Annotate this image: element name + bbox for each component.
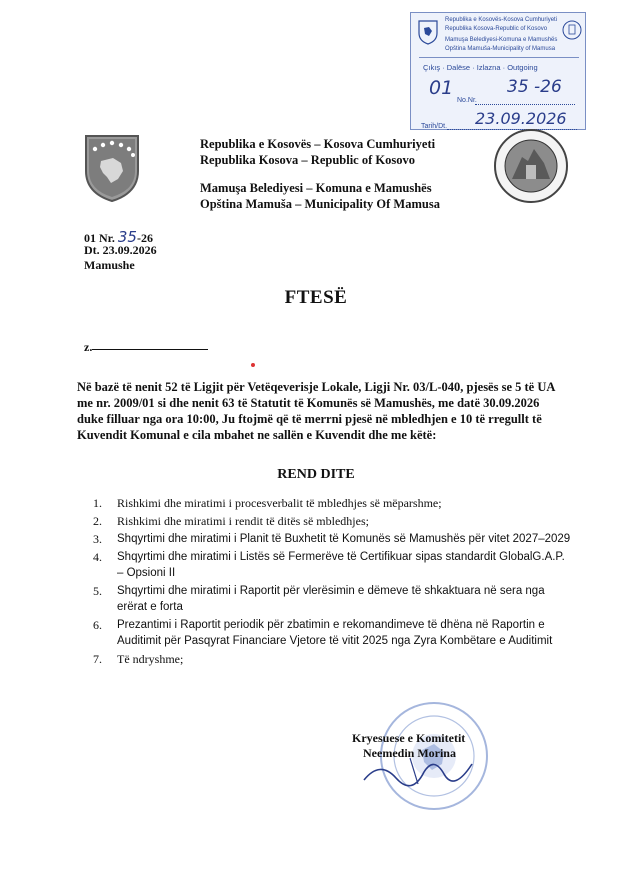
stamp-ref-handwritten: 01 bbox=[429, 77, 454, 99]
kosovo-emblem-icon bbox=[417, 19, 439, 45]
stamp-divider bbox=[419, 57, 579, 58]
recipient-label: z. bbox=[84, 340, 93, 354]
stamp-line-2: Republika Kosova-Republic of Kosovo bbox=[445, 26, 548, 32]
municipality-seal-icon bbox=[492, 127, 570, 205]
stamp-date-label: Tarih/Dt. bbox=[421, 123, 448, 130]
header-line-2: Republika Kosova – Republic of Kosovo bbox=[200, 153, 415, 167]
stamp-line-3: Mamuşa Belediyesi-Komuna e Mamushës bbox=[445, 37, 558, 43]
municipality-seal-icon bbox=[561, 17, 583, 43]
ref-suffix: -26 bbox=[136, 231, 153, 245]
agenda-item-number: 7. bbox=[93, 652, 102, 666]
agenda-item-number: 2. bbox=[93, 514, 102, 528]
header-line-3: Mamuşa Belediyesi – Komuna e Mamushës bbox=[200, 181, 432, 195]
agenda-item-number: 1. bbox=[93, 496, 102, 510]
stamp-number-label: No.Nr. bbox=[457, 97, 477, 104]
recipient-blank-line bbox=[92, 349, 208, 350]
agenda-item-number: 3. bbox=[93, 532, 102, 546]
header-line-1: Republika e Kosovës – Kosova Cumhuriyeti bbox=[200, 137, 436, 151]
agenda-item-2 bbox=[93, 513, 573, 529]
agenda-item-number: 4. bbox=[93, 550, 102, 564]
stamp-line-1: Republika e Kosovës-Kosova Cumhuriyeti bbox=[445, 17, 558, 23]
agenda-item-1 bbox=[93, 495, 573, 511]
ref-place: Mamushe bbox=[84, 258, 135, 272]
handwritten-signature-icon bbox=[360, 750, 480, 790]
agenda-item-number: 6. bbox=[93, 618, 102, 632]
agenda-item-text: Prezantimi i Raportit periodik për zbatimin e rekomandimeve të dhëna në Raportin e Auditimit për Pasqyrat Financiare Vjetore të vitit 2025 nga Zyra Kombëtare e Auditimit bbox=[117, 619, 553, 647]
agenda-item-4 bbox=[93, 549, 573, 581]
signature-role: Kryesuese e Komitetit bbox=[352, 731, 466, 745]
agenda-list bbox=[93, 495, 573, 669]
red-mark bbox=[251, 363, 255, 367]
agenda-item-text: Shqyrtimi dhe miratimi i Planit të Buxhetit të Komunës së Mamushës për vitet 2027–2029 bbox=[117, 533, 571, 545]
stamp-outgoing-label: Çıkış · Dalëse · Izlazna · Outgoing bbox=[423, 63, 538, 72]
ref-number-handwritten: 35 bbox=[117, 228, 137, 246]
agenda-item-number: 5. bbox=[93, 584, 102, 598]
agenda-item-text: Rishkimi dhe miratimi i rendit të ditës së mbledhjes; bbox=[117, 514, 369, 528]
agenda-item-7 bbox=[93, 651, 573, 667]
document-title: FTESË bbox=[284, 287, 348, 308]
header-line-4: Opština Mamuša – Municipality Of Mamusa bbox=[200, 197, 440, 211]
agenda-title: REND DITE bbox=[277, 467, 355, 482]
agenda-item-6 bbox=[93, 617, 573, 649]
intro-paragraph: Në bazë të nenit 52 të Ligjit për Vetëqeverisje Lokale, Ligji Nr. 03/L-040, pjesës se 5 të UA me nr. 2009/01 si dhe nenit 63 të Statutit të Komunës së Mamushës, me datë 30.09.2026 duke filluar nga ora 10:00, Ju ftojmë që të merrni pjesë në mbledhjen e 10 të rregullt të Kuvendit Komunal e cila mbahet ne sallën e Kuvendit dhe me këtë: bbox=[77, 380, 555, 442]
ref-prefix: 01 Nr. bbox=[84, 231, 115, 245]
agenda-item-text: Shqyrtimi dhe miratimi i Listës së Fermerëve të Certifikuar sipas standardit GlobalG.A.P. – Opsioni II bbox=[117, 551, 565, 579]
outgoing-stamp bbox=[410, 12, 586, 130]
stamp-date-handwritten: 23.09.2026 bbox=[475, 109, 567, 128]
stamp-line-4: Opština Mamuša-Municipality of Mamusa bbox=[445, 46, 556, 52]
agenda-item-text: Të ndryshme; bbox=[117, 652, 184, 666]
agenda-item-5 bbox=[93, 583, 573, 615]
agenda-item-text: Shqyrtimi dhe miratimi i Raportit për vlerësimin e dëmeve të shkaktuara në sera nga erërat e forta bbox=[117, 585, 545, 613]
signature-name: Neemedin Morina bbox=[363, 746, 456, 760]
ref-date: Dt. 23.09.2026 bbox=[84, 243, 157, 257]
agenda-item-3 bbox=[93, 531, 573, 547]
stamp-number-handwritten: 35 -26 bbox=[507, 77, 562, 97]
stamp-number-line bbox=[475, 104, 575, 105]
agenda-item-text: Rishkimi dhe miratimi i procesverbalit të mbledhjes së mëparshme; bbox=[117, 496, 442, 510]
kosovo-coat-of-arms-icon bbox=[83, 133, 141, 203]
